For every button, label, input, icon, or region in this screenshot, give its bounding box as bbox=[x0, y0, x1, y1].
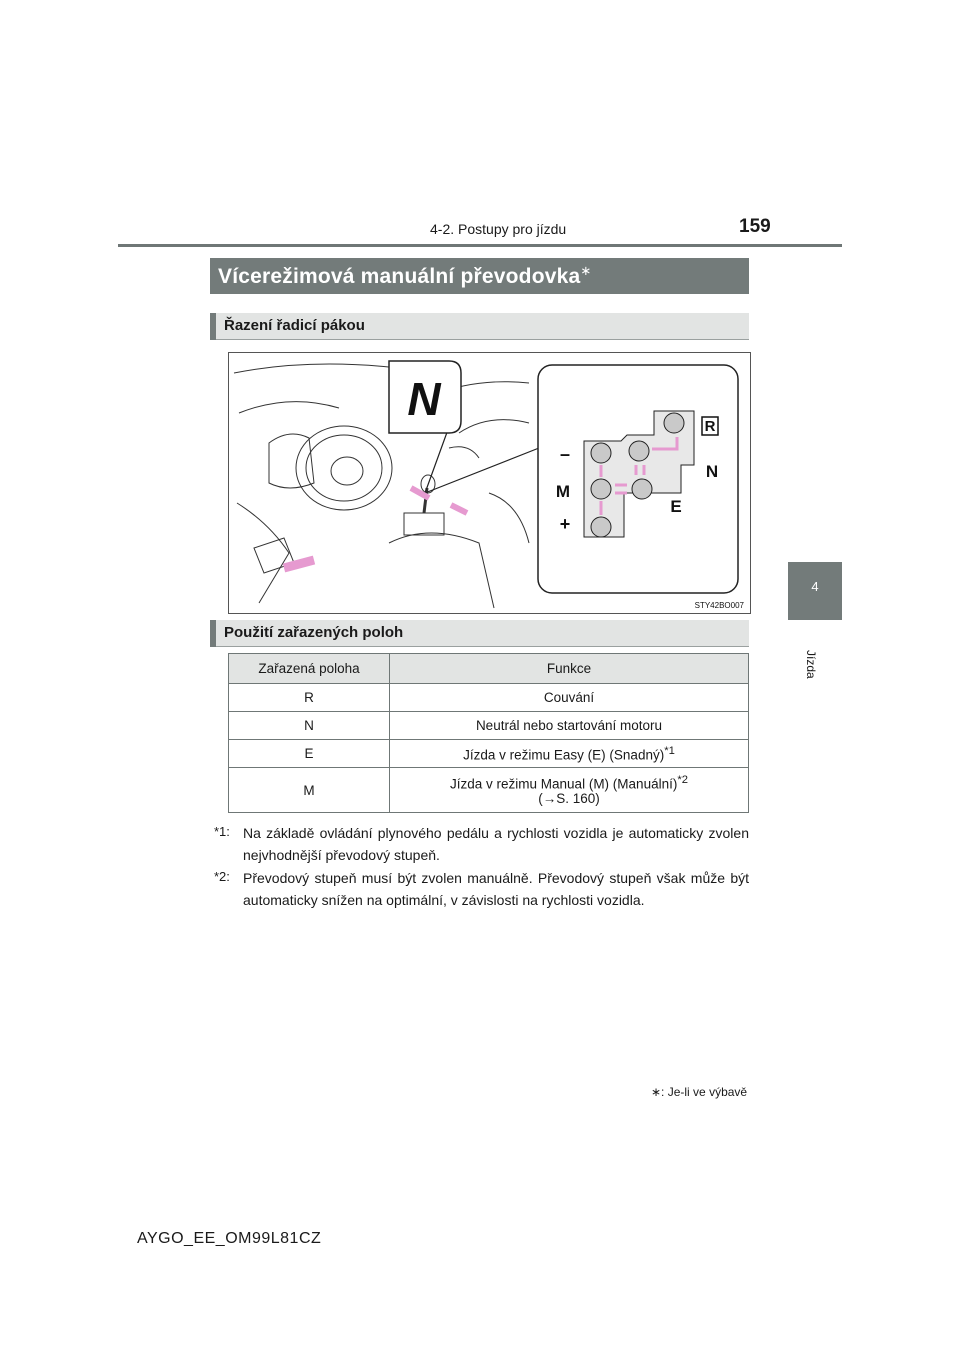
chapter-tab-number: 4 bbox=[811, 579, 819, 594]
dash-line bbox=[239, 402, 339, 413]
header-rule bbox=[118, 244, 842, 247]
gate-label-n: N bbox=[705, 462, 719, 481]
subhead-usage: Použití zařazených poloh bbox=[224, 624, 404, 641]
document-code: AYGO_EE_OM99L81CZ bbox=[137, 1230, 322, 1247]
footnote-ref: *2 bbox=[677, 773, 688, 786]
gate-slot-plus bbox=[591, 517, 611, 537]
availability-note: ∗: Je-li ve výbavě bbox=[651, 1085, 748, 1099]
gate-slot-minus bbox=[591, 443, 611, 463]
steering-wheel bbox=[296, 426, 392, 510]
page-title-text: Vícerežimová manuální převodovka bbox=[218, 265, 581, 288]
footnote-mark-1: *1: bbox=[214, 824, 230, 839]
gate-slot-e bbox=[632, 479, 652, 499]
illustration-code: STY42BO007 bbox=[694, 601, 744, 610]
gate-label-plus: + bbox=[559, 514, 571, 534]
table-cell-function bbox=[390, 740, 749, 768]
availability-mark: ∗ bbox=[580, 263, 592, 278]
gate-slot-n bbox=[629, 441, 649, 461]
table-cell-function bbox=[390, 768, 749, 813]
steering-wheel-inner bbox=[306, 435, 382, 501]
gate-slot-m bbox=[591, 479, 611, 499]
function-text: Jízda v režimu Manual (M) (Manuální) bbox=[450, 776, 678, 792]
page-reference: (→S. 160) bbox=[538, 791, 600, 807]
subhead-marker bbox=[210, 620, 216, 647]
gate-slot-r bbox=[664, 413, 684, 433]
gate-label-m: M bbox=[555, 482, 571, 501]
header-section-title: 4-2. Postupy pro jízdu bbox=[430, 221, 567, 237]
display-letter: N bbox=[407, 373, 441, 425]
dash-line bbox=[459, 420, 529, 433]
shift-lever-illustration bbox=[228, 352, 751, 614]
table-header-position: Zařazená poloha bbox=[229, 654, 390, 684]
footnote-text-1: Na základě ovládání plynového pedálu a rychlosti vozidla je automaticky zvolen nejvhodnější převodový stupeň. bbox=[243, 825, 749, 863]
table-cell-position: M bbox=[229, 768, 390, 813]
steering-hub bbox=[331, 457, 363, 485]
console-line bbox=[389, 533, 494, 608]
footnote-text-2: Převodový stupeň musí být zvolen manuálně. Převodový stupeň však může být automaticky snížen na optimální, v závislosti na rychlosti vozidla. bbox=[243, 870, 749, 908]
gate-label-e: E bbox=[670, 497, 682, 516]
vent-line bbox=[449, 447, 479, 458]
footnote-mark-2: *2: bbox=[214, 869, 230, 884]
table-header-function: Funkce bbox=[390, 654, 749, 684]
page-number: 159 bbox=[739, 216, 771, 237]
table-cell-function: Couvání bbox=[390, 684, 749, 712]
table-cell-position: N bbox=[229, 712, 390, 740]
illustration-svg bbox=[229, 353, 750, 613]
table-cell-position: E bbox=[229, 740, 390, 768]
chapter-tab-label: Jízda bbox=[804, 650, 818, 679]
shift-boot bbox=[404, 513, 444, 535]
table-row bbox=[229, 712, 749, 740]
table-cell-function: Neutrál nebo startování motoru bbox=[390, 712, 749, 740]
gate-label-minus: – bbox=[559, 444, 571, 464]
gear-positions-table bbox=[228, 653, 749, 813]
lever-motion-arrow bbox=[411, 488, 467, 513]
footnote-ref: *1 bbox=[664, 744, 675, 757]
subhead-marker bbox=[210, 313, 216, 340]
table-cell-position: R bbox=[229, 684, 390, 712]
dash-line bbox=[234, 364, 399, 373]
pedal-arrow bbox=[284, 560, 314, 568]
seat-line bbox=[237, 503, 289, 603]
gate-label-r: R bbox=[704, 418, 716, 435]
table-row bbox=[229, 740, 749, 768]
subhead-shifting: Řazení řadicí pákou bbox=[224, 317, 365, 334]
console-line bbox=[489, 493, 529, 543]
page-title bbox=[218, 263, 591, 289]
table-row bbox=[229, 684, 749, 712]
table-row bbox=[229, 768, 749, 813]
function-text: Jízda v režimu Easy (E) (Snadný) bbox=[463, 747, 665, 763]
table-header-row bbox=[229, 654, 749, 684]
